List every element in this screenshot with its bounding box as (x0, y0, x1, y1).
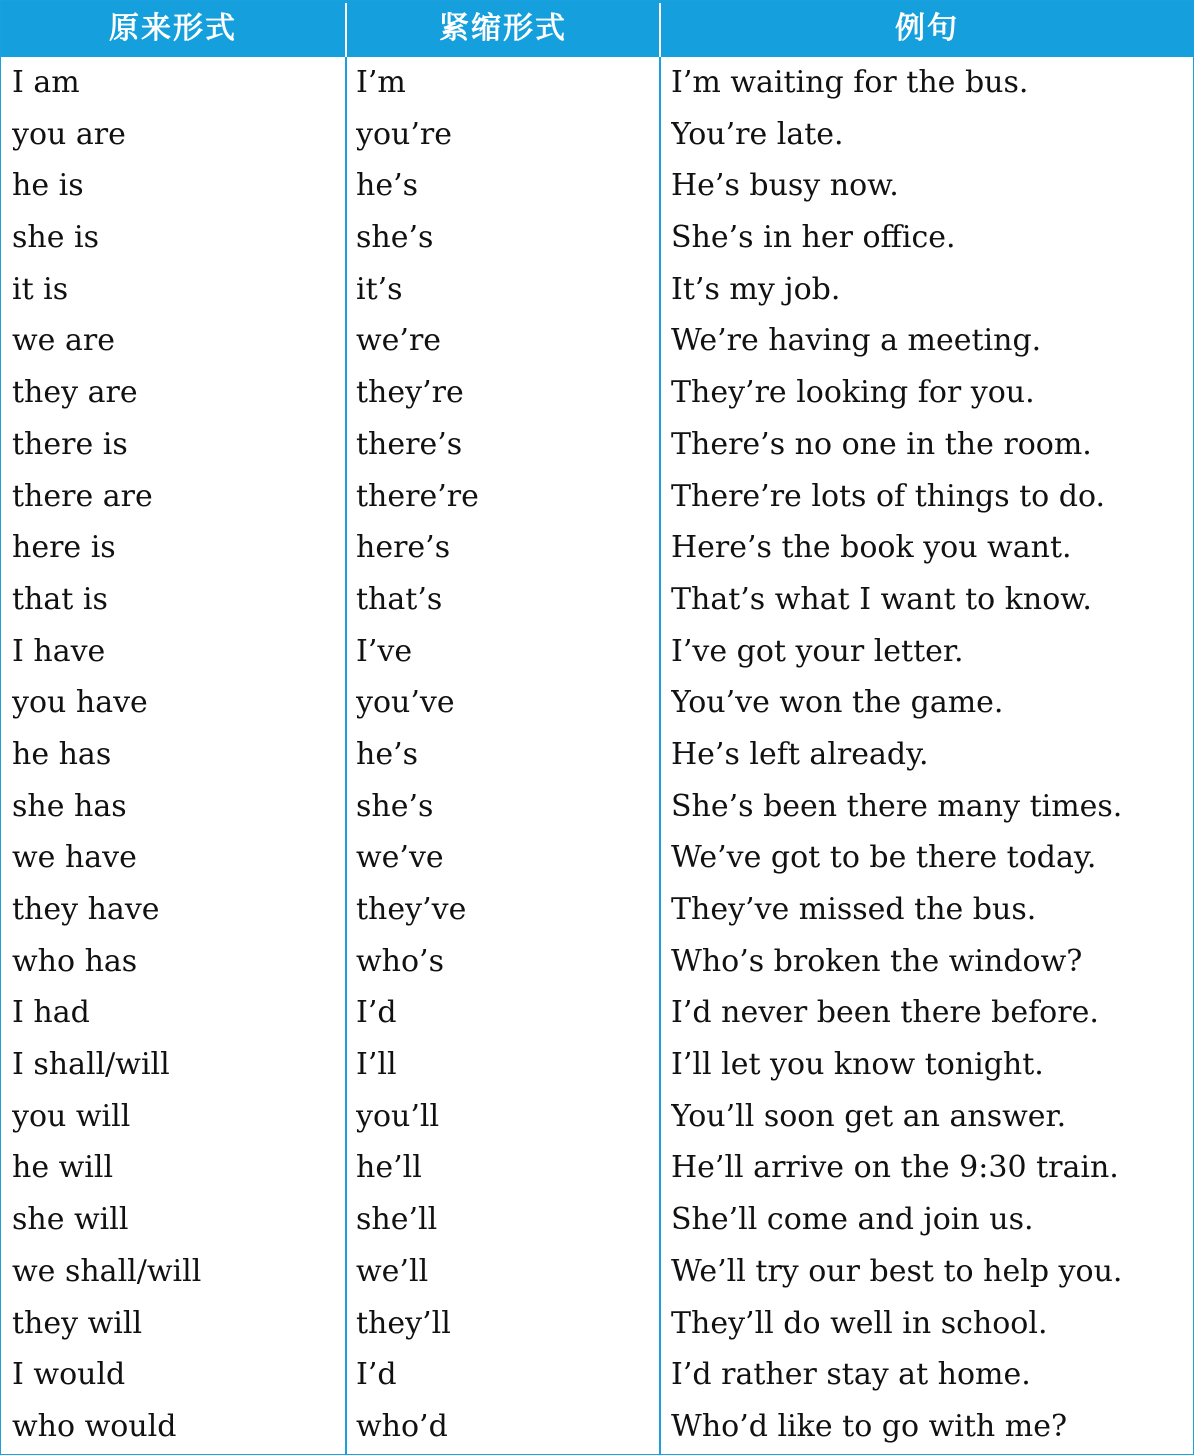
contracted-form-cell: I’ll (356, 1047, 397, 1083)
original-form-cell: he will (12, 1150, 114, 1186)
table-row (1, 1246, 1193, 1298)
contracted-form-cell: I’m (356, 65, 406, 100)
original-form-cell: I shall/will (12, 1047, 170, 1083)
table-row (1, 1091, 1193, 1143)
contracted-form-cell: you’re (356, 116, 452, 152)
table-row (1, 987, 1193, 1039)
table-row (1, 212, 1193, 264)
example-sentence-cell: That’s what I want to know. (671, 581, 1092, 617)
contracted-form-cell: he’s (356, 168, 419, 204)
example-sentence-cell: You’ll soon get an answer. (671, 1098, 1067, 1134)
example-sentence-cell: There’s no one in the room. (671, 426, 1092, 462)
table-row (1, 419, 1193, 471)
table-row (1, 367, 1193, 419)
contracted-form-cell: he’ll (356, 1150, 422, 1186)
original-form-cell: there is (12, 426, 128, 462)
table-header (1, 1, 1193, 57)
original-form-cell: I have (12, 633, 106, 669)
original-form-cell: he has (12, 736, 112, 772)
original-form-cell: who has (12, 943, 138, 979)
original-form-cell: there are (12, 478, 153, 514)
table-row (1, 677, 1193, 729)
contracted-form-cell: we’ve (356, 840, 444, 876)
contracted-form-cell: who’s (356, 943, 444, 979)
contracted-form-cell: that’s (356, 581, 443, 617)
contracted-form-cell: she’s (356, 220, 434, 256)
contracted-form-cell: they’ll (356, 1305, 451, 1341)
contracted-form-cell: there’s (356, 426, 463, 462)
table-row (1, 574, 1193, 626)
original-form-cell: he is (12, 168, 84, 204)
example-sentence-cell: They’re looking for you. (671, 375, 1035, 411)
original-form-cell: here is (12, 530, 116, 566)
header-contracted-form: 紧缩形式 (439, 11, 567, 46)
contracted-form-cell: it’s (356, 271, 403, 307)
example-sentence-cell: Here’s the book you want. (671, 530, 1072, 566)
original-form-cell: we have (12, 840, 137, 876)
contracted-form-cell: who’d (356, 1408, 448, 1444)
example-sentence-cell: He’ll arrive on the 9:30 train. (671, 1150, 1119, 1186)
example-sentence-cell: He’s left already. (671, 736, 929, 772)
contracted-form-cell: she’s (356, 788, 434, 824)
original-form-cell: she is (12, 220, 99, 256)
table-row (1, 884, 1193, 936)
table-row (1, 1298, 1193, 1350)
table-row (1, 57, 1193, 109)
contracted-form-cell: I’d (356, 995, 397, 1031)
table-row (1, 781, 1193, 833)
table-row (1, 936, 1193, 988)
original-form-cell: they will (12, 1305, 143, 1341)
original-form-cell: you will (12, 1098, 131, 1134)
table-row (1, 1142, 1193, 1194)
original-form-cell: we shall/will (12, 1253, 202, 1289)
original-form-cell: they are (12, 375, 138, 411)
example-sentence-cell: We’re having a meeting. (671, 323, 1042, 359)
table-row (1, 729, 1193, 781)
table-row (1, 315, 1193, 367)
original-form-cell: she will (12, 1202, 129, 1238)
example-sentence-cell: We’ll try our best to help you. (671, 1253, 1123, 1289)
example-sentence-cell: They’ve missed the bus. (671, 892, 1037, 927)
contracted-form-cell: she’ll (356, 1202, 438, 1238)
example-sentence-cell: There’re lots of things to do. (671, 478, 1106, 514)
contracted-form-cell: I’d (356, 1357, 397, 1393)
contracted-form-cell: you’ll (356, 1098, 440, 1134)
header-divider (659, 3, 661, 57)
original-form-cell: I had (12, 995, 90, 1031)
original-form-cell: I am (12, 65, 80, 100)
example-sentence-cell: Who’d like to go with me? (671, 1408, 1068, 1444)
header-example-sentence: 例句 (895, 11, 959, 46)
table-row (1, 832, 1193, 884)
contracted-form-cell: we’ll (356, 1253, 429, 1289)
original-form-cell: that is (12, 581, 108, 617)
example-sentence-cell: You’re late. (671, 116, 844, 152)
table-row (1, 160, 1193, 212)
table-row (1, 1349, 1193, 1401)
table-row (1, 109, 1193, 161)
example-sentence-cell: I’m waiting for the bus. (671, 65, 1029, 100)
contracted-form-cell: they’ve (356, 892, 467, 927)
example-sentence-cell: It’s my job. (671, 271, 841, 307)
table-body (1, 57, 1193, 1453)
example-sentence-cell: Who’s broken the window? (671, 943, 1083, 979)
example-sentence-cell: I’ve got your letter. (671, 633, 964, 669)
example-sentence-cell: I’ll let you know tonight. (671, 1047, 1044, 1083)
example-sentence-cell: She’ll come and join us. (671, 1202, 1034, 1238)
table-row (1, 626, 1193, 678)
contracted-form-cell: they’re (356, 375, 464, 411)
contracted-form-cell: there’re (356, 478, 479, 514)
table-row (1, 264, 1193, 316)
original-form-cell: you have (12, 685, 148, 721)
table-row (1, 1194, 1193, 1246)
original-form-cell: she has (12, 788, 127, 824)
table-row (1, 471, 1193, 523)
original-form-cell: we are (12, 323, 115, 359)
table-row (1, 1401, 1193, 1453)
contracted-form-cell: here’s (356, 530, 451, 566)
example-sentence-cell: They’ll do well in school. (671, 1305, 1048, 1341)
example-sentence-cell: We’ve got to be there today. (671, 840, 1097, 876)
header-original-form: 原来形式 (109, 11, 237, 46)
example-sentence-cell: I’d never been there before. (671, 995, 1099, 1031)
original-form-cell: it is (12, 271, 69, 307)
original-form-cell: who would (12, 1408, 177, 1444)
table-row (1, 1039, 1193, 1091)
example-sentence-cell: He’s busy now. (671, 168, 899, 204)
contracted-form-cell: you’ve (356, 685, 455, 721)
contracted-form-cell: he’s (356, 736, 419, 772)
table-row (1, 522, 1193, 574)
contracted-form-cell: I’ve (356, 633, 413, 669)
header-divider (345, 3, 347, 57)
original-form-cell: I would (12, 1357, 126, 1393)
example-sentence-cell: She’s been there many times. (671, 788, 1123, 824)
contracted-form-cell: we’re (356, 323, 442, 359)
original-form-cell: you are (12, 116, 126, 152)
example-sentence-cell: I’d rather stay at home. (671, 1357, 1031, 1393)
example-sentence-cell: You’ve won the game. (671, 685, 1004, 721)
original-form-cell: they have (12, 892, 160, 927)
example-sentence-cell: She’s in her office. (671, 220, 956, 256)
